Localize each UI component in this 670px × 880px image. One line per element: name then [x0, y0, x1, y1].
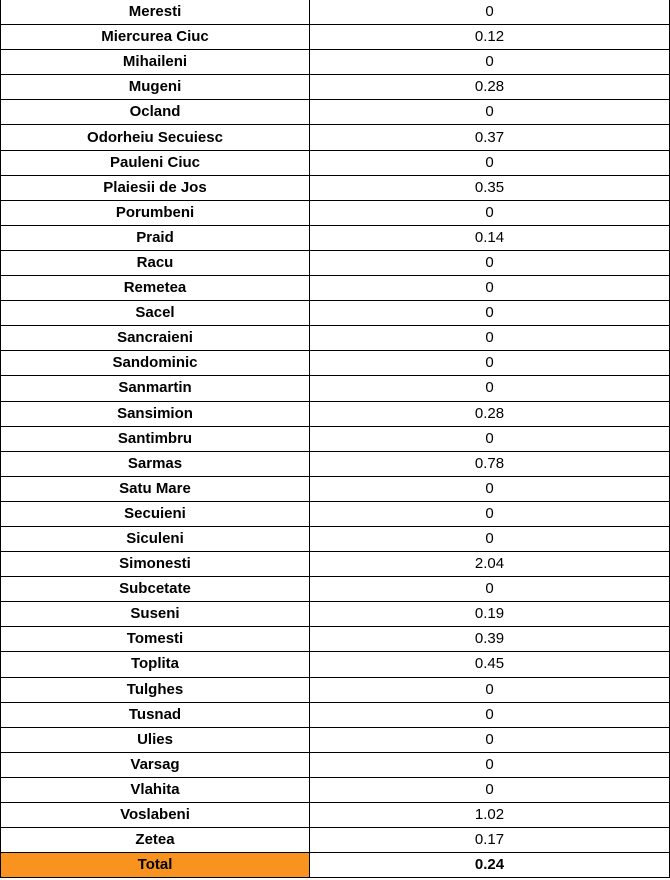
table-row	[1, 577, 670, 602]
table-row	[1, 125, 670, 150]
locality-name: Mugeni	[1, 75, 310, 100]
locality-value: 0	[310, 577, 670, 602]
locality-name: Meresti	[1, 0, 310, 25]
locality-name: Voslabeni	[1, 803, 310, 828]
table-row	[1, 602, 670, 627]
locality-name: Vlahita	[1, 777, 310, 802]
locality-value: 0.28	[310, 401, 670, 426]
locality-value: 0	[310, 426, 670, 451]
table-row	[1, 702, 670, 727]
locality-name: Racu	[1, 250, 310, 275]
locality-value: 0	[310, 351, 670, 376]
table-row	[1, 476, 670, 501]
locality-value: 0	[310, 100, 670, 125]
locality-name: Odorheiu Secuiesc	[1, 125, 310, 150]
locality-value: 0.14	[310, 225, 670, 250]
locality-value: 0	[310, 276, 670, 301]
locality-name: Tulghes	[1, 677, 310, 702]
table-row	[1, 451, 670, 476]
table-row	[1, 25, 670, 50]
total-row	[1, 853, 670, 878]
locality-value: 0	[310, 476, 670, 501]
locality-name: Subcetate	[1, 577, 310, 602]
locality-value: 0	[310, 777, 670, 802]
locality-name: Secuieni	[1, 501, 310, 526]
table-row	[1, 552, 670, 577]
table-row	[1, 276, 670, 301]
table-row	[1, 225, 670, 250]
total-value: 0.24	[310, 853, 670, 878]
table-row	[1, 75, 670, 100]
locality-value: 0	[310, 250, 670, 275]
table-row	[1, 501, 670, 526]
locality-name: Zetea	[1, 828, 310, 853]
locality-value: 0.39	[310, 627, 670, 652]
locality-value: 1.02	[310, 803, 670, 828]
locality-name: Sandominic	[1, 351, 310, 376]
locality-name: Tusnad	[1, 702, 310, 727]
locality-name: Sancraieni	[1, 326, 310, 351]
locality-name: Simonesti	[1, 552, 310, 577]
locality-value: 0	[310, 326, 670, 351]
table-row	[1, 627, 670, 652]
locality-name: Remetea	[1, 276, 310, 301]
locality-name: Varsag	[1, 752, 310, 777]
locality-name: Ulies	[1, 727, 310, 752]
table-body	[1, 0, 670, 878]
locality-value: 0.78	[310, 451, 670, 476]
locality-value: 0	[310, 150, 670, 175]
locality-value: 0	[310, 0, 670, 25]
locality-value: 0	[310, 301, 670, 326]
locality-value: 0.17	[310, 828, 670, 853]
locality-value: 0.37	[310, 125, 670, 150]
locality-value: 0.12	[310, 25, 670, 50]
locality-name: Suseni	[1, 602, 310, 627]
table-row	[1, 803, 670, 828]
table-row	[1, 727, 670, 752]
table-row	[1, 326, 670, 351]
locality-value: 0	[310, 526, 670, 551]
table-row	[1, 200, 670, 225]
locality-value: 2.04	[310, 552, 670, 577]
locality-value: 0.45	[310, 652, 670, 677]
table-row	[1, 426, 670, 451]
table-row	[1, 401, 670, 426]
locality-value: 0	[310, 50, 670, 75]
locality-value: 0	[310, 727, 670, 752]
locality-name: Sansimion	[1, 401, 310, 426]
locality-value: 0.35	[310, 175, 670, 200]
locality-name: Ocland	[1, 100, 310, 125]
locality-name: Satu Mare	[1, 476, 310, 501]
locality-value: 0	[310, 702, 670, 727]
locality-name: Sarmas	[1, 451, 310, 476]
table-row	[1, 828, 670, 853]
table-row	[1, 652, 670, 677]
table-row	[1, 100, 670, 125]
table-row	[1, 677, 670, 702]
table-row	[1, 50, 670, 75]
locality-name: Mihaileni	[1, 50, 310, 75]
table-row	[1, 777, 670, 802]
locality-name: Porumbeni	[1, 200, 310, 225]
table-row	[1, 150, 670, 175]
locality-value: 0.28	[310, 75, 670, 100]
total-label: Total	[1, 853, 310, 878]
table-row	[1, 526, 670, 551]
locality-value: 0	[310, 501, 670, 526]
locality-value: 0	[310, 752, 670, 777]
locality-name: Plaiesii de Jos	[1, 175, 310, 200]
table-row	[1, 351, 670, 376]
locality-value: 0	[310, 677, 670, 702]
table-row	[1, 250, 670, 275]
locality-name: Tomesti	[1, 627, 310, 652]
locality-value: 0	[310, 376, 670, 401]
locality-name: Sacel	[1, 301, 310, 326]
locality-value: 0.19	[310, 602, 670, 627]
table-row	[1, 376, 670, 401]
locality-name: Miercurea Ciuc	[1, 25, 310, 50]
locality-value: 0	[310, 200, 670, 225]
locality-name: Siculeni	[1, 526, 310, 551]
locality-name: Sanmartin	[1, 376, 310, 401]
locality-name: Santimbru	[1, 426, 310, 451]
table-row	[1, 0, 670, 25]
table-row	[1, 175, 670, 200]
locality-name: Toplita	[1, 652, 310, 677]
table-row	[1, 301, 670, 326]
table-row	[1, 752, 670, 777]
locality-name: Praid	[1, 225, 310, 250]
locality-name: Pauleni Ciuc	[1, 150, 310, 175]
